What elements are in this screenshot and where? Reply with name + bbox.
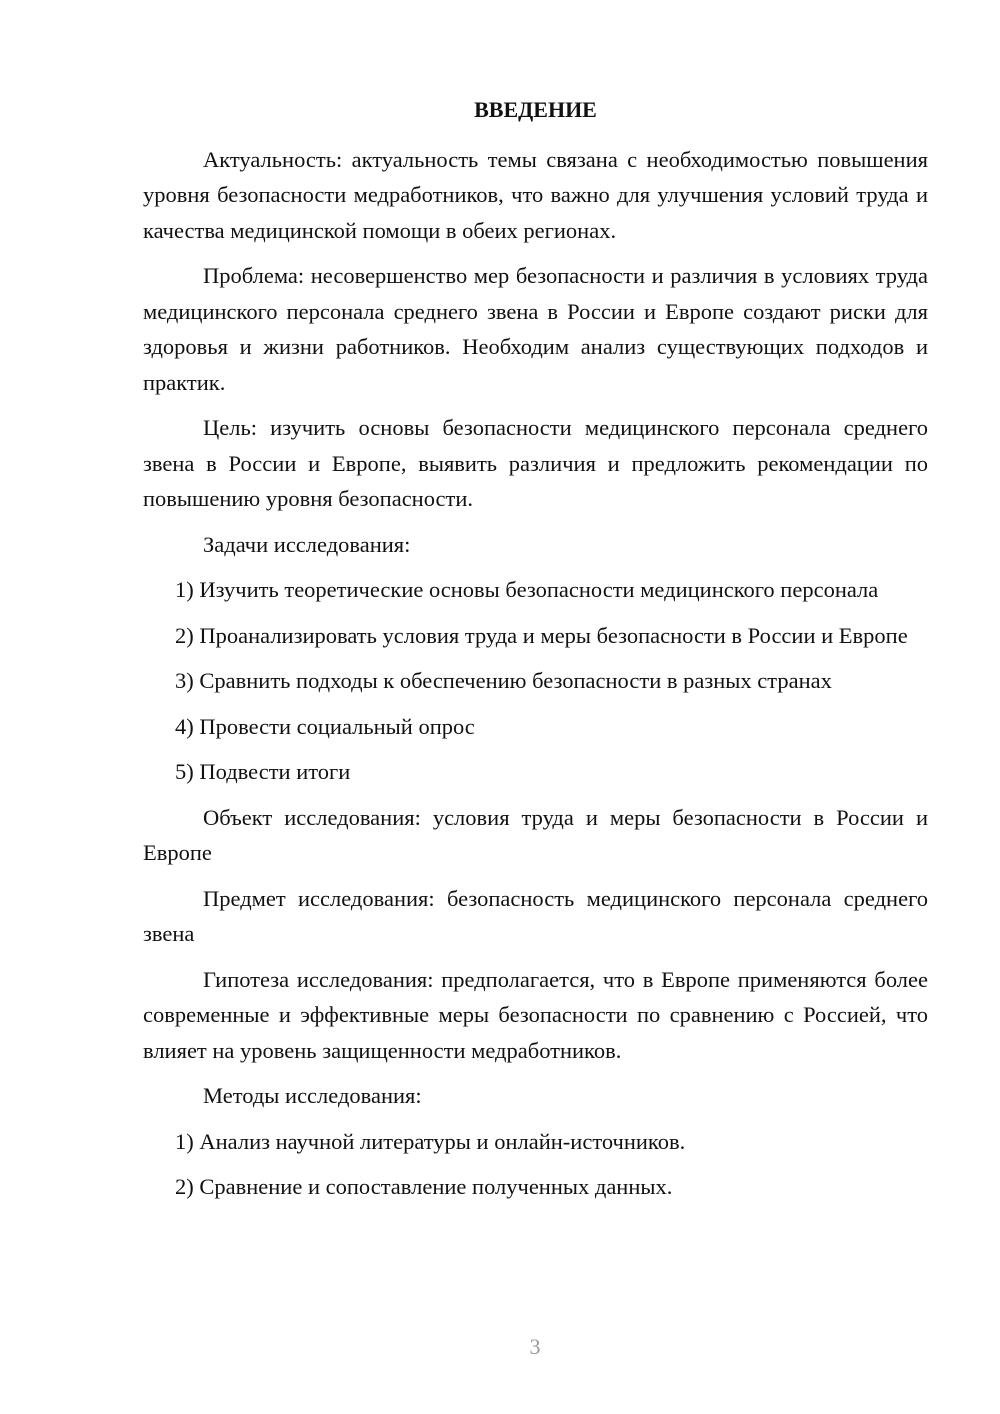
problem-paragraph: Проблема: несовершенство мер безопасности и различия в условиях труда медицинского персонала среднего звена в России и Европе создают риски для здоровья и жизни работников. Необходим анализ существующих подходов и практик. xyxy=(143,263,928,395)
method-item-1: 1) Анализ научной литературы и онлайн-источников. xyxy=(175,1128,686,1154)
method-item-2: 2) Сравнение и сопоставление полученных данных. xyxy=(175,1174,673,1199)
methods-heading: Методы исследования: xyxy=(203,1083,422,1108)
goal-paragraph: Цель: изучить основы безопасности медицинского персонала среднего звена в России и Европе, выявить различия и предложить рекомендации по повышению уровня безопасности. xyxy=(143,415,928,511)
hypothesis-paragraph: Гипотеза исследования: предполагается, что в Европе применяются более современные и эффективные меры безопасности по сравнению с Россией, что влияет на уровень защищенности медработников. xyxy=(143,966,928,1063)
task-item-1: 1) Изучить теоретические основы безопасности медицинского персонала xyxy=(175,577,879,602)
section-title: ВВЕДЕНИЕ xyxy=(474,97,597,122)
document-page xyxy=(143,92,928,1215)
task-item-4: 4) Провести социальный опрос xyxy=(175,713,475,739)
subject-paragraph: Предмет исследования: безопасность медицинского персонала среднего звена xyxy=(143,885,928,946)
task-item-3: 3) Сравнить подходы к обеспечению безопасности в разных странах xyxy=(175,668,832,693)
object-paragraph: Объект исследования: условия труда и меры безопасности в России и Европе xyxy=(143,804,928,865)
task-item-5: 5) Подвести итоги xyxy=(175,759,351,784)
task-item-2: 2) Проанализировать условия труда и меры безопасности в России и Европе xyxy=(175,622,908,648)
tasks-heading: Задачи исследования: xyxy=(203,531,411,557)
relevance-paragraph: Актуальность: актуальность темы связана с необходимостью повышения уровня безопасности медработников, что важно для улучшения условий труда и качества медицинской помощи в обеих регионах. xyxy=(143,146,928,243)
page-number: 3 xyxy=(529,1334,541,1359)
